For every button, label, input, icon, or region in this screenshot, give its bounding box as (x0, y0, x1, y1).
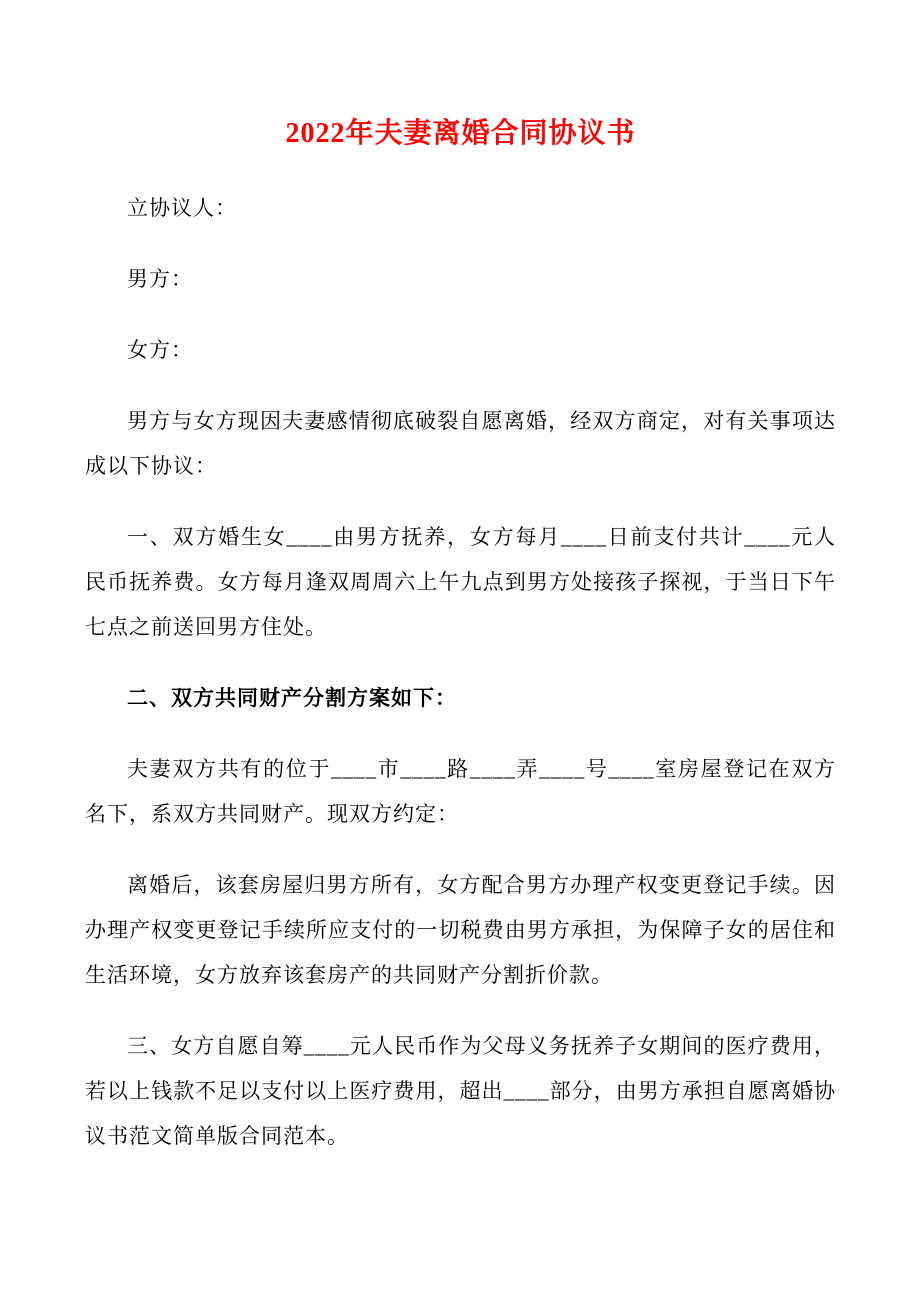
paragraph: 三、女方自愿自筹____元人民币作为父母义务抚养子女期间的医疗费用，若以上钱款不足以支付以上医疗费用，超出____部分，由男方承担自愿离婚协议书范文简单版合同范本。 (85, 1034, 836, 1148)
paragraph: 男方： (127, 267, 193, 291)
document-title: 2022年夫妻离婚合同协议书 (285, 118, 636, 149)
paragraph: 一、双方婚生女____由男方抚养，女方每月____日前支付共计____元人民币抚养费。女方每月逢双周周六上午九点到男方处接孩子探视，于当日下午七点之前送回男方住处。 (85, 525, 836, 639)
paragraph: 男方与女方现因夫妻感情彻底破裂自愿离婚，经双方商定，对有关事项达成以下协议： (85, 409, 836, 478)
document-body (85, 186, 836, 1159)
paragraph: 立协议人： (127, 196, 237, 220)
paragraph: 离婚后，该套房屋归男方所有，女方配合男方办理产权变更登记手续。因办理产权变更登记手续所应支付的一切税费由男方承担，为保障子女的居住和生活环境，女方放弃该套房产的共同财产分割折价款。 (85, 873, 836, 987)
paragraph: 二、双方共同财产分割方案如下： (127, 686, 457, 710)
paragraph: 女方： (127, 338, 193, 362)
paragraph: 夫妻双方共有的位于____市____路____弄____号____室房屋登记在双方名下，系双方共同财产。现双方约定： (85, 757, 836, 826)
